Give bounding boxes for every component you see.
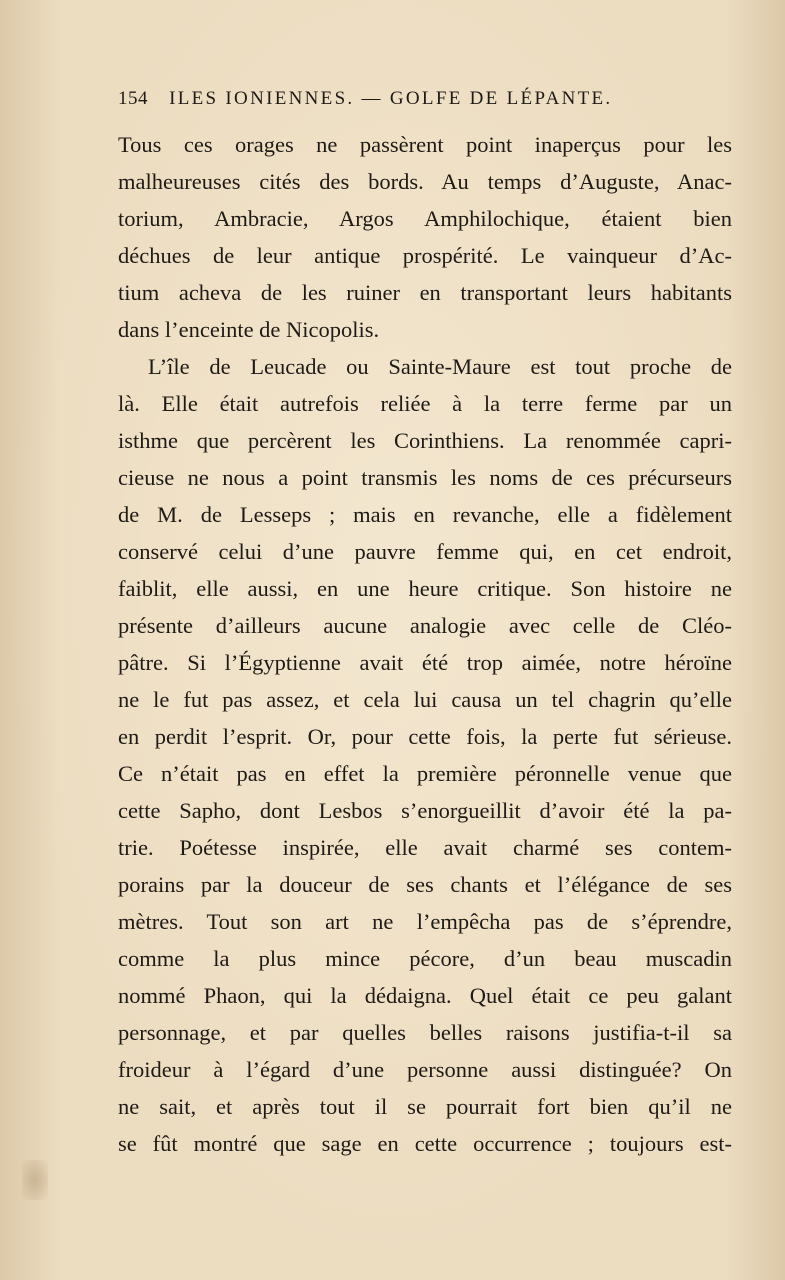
text-line: isthme que percèrent les Corinthiens. La renommée capri- (118, 428, 732, 453)
text-line: conservé celui d’une pauvre femme qui, en cet endroit, (118, 539, 732, 564)
running-title: ILES IONIENNES. — GOLFE DE LÉPANTE. (169, 88, 613, 109)
text-line: malheureuses cités des bords. Au temps d’Auguste, Anac- (118, 169, 732, 194)
text-line: L’île de Leucade ou Sainte-Maure est tout proche de (148, 354, 732, 379)
text-line: là. Elle était autrefois reliée à la terre ferme par un (118, 391, 732, 416)
text-line: présente d’ailleurs aucune analogie avec celle de Cléo- (118, 613, 732, 638)
running-header (118, 88, 670, 110)
text-line: de M. de Lesseps ; mais en revanche, elle a fidèlement (118, 502, 732, 527)
text-line: dans l’enceinte de Nicopolis. (118, 317, 380, 342)
text-line: Tous ces orages ne passèrent point inaperçus pour les (118, 132, 732, 157)
text-line: faiblit, elle aussi, en une heure critique. Son histoire ne (118, 576, 732, 601)
text-line: porains par la douceur de ses chants et l’élégance de ses (118, 872, 732, 897)
text-line: pâtre. Si l’Égyptienne avait été trop aimée, notre héroïne (118, 650, 732, 675)
text-line: en perdit l’esprit. Or, pour cette fois, la perte fut sérieuse. (118, 724, 732, 749)
text-line: personnage, et par quelles belles raisons justifia-t-il sa (118, 1020, 732, 1045)
text-line: cieuse ne nous a point transmis les noms de ces précurseurs (118, 465, 732, 490)
text-line: ne sait, et après tout il se pourrait fort bien qu’il ne (118, 1094, 732, 1119)
text-line: mètres. Tout son art ne l’empêcha pas de s’éprendre, (118, 909, 732, 934)
text-line: cette Sapho, dont Lesbos s’enorgueillit d’avoir été la pa- (118, 798, 732, 823)
body-text (118, 126, 732, 1162)
text-line: froideur à l’égard d’une personne aussi distinguée? On (118, 1057, 732, 1082)
text-line: tium acheva de les ruiner en transportant leurs habitants (118, 280, 732, 305)
text-line: ne le fut pas assez, et cela lui causa un tel chagrin qu’elle (118, 687, 732, 712)
paper-stain (22, 1160, 48, 1200)
text-line: nommé Phaon, qui la dédaigna. Quel était ce peu galant (118, 983, 732, 1008)
text-line: comme la plus mince pécore, d’un beau muscadin (118, 946, 732, 971)
text-line: torium, Ambracie, Argos Amphilochique, étaient bien (118, 206, 732, 231)
text-line: trie. Poétesse inspirée, elle avait charmé ses contem- (118, 835, 732, 860)
text-line: se fût montré que sage en cette occurrence ; toujours est- (118, 1131, 732, 1156)
page-number: 154 (118, 88, 148, 109)
text-line: déchues de leur antique prospérité. Le vainqueur d’Ac- (118, 243, 732, 268)
text-line: Ce n’était pas en effet la première péronnelle venue que (118, 761, 732, 786)
